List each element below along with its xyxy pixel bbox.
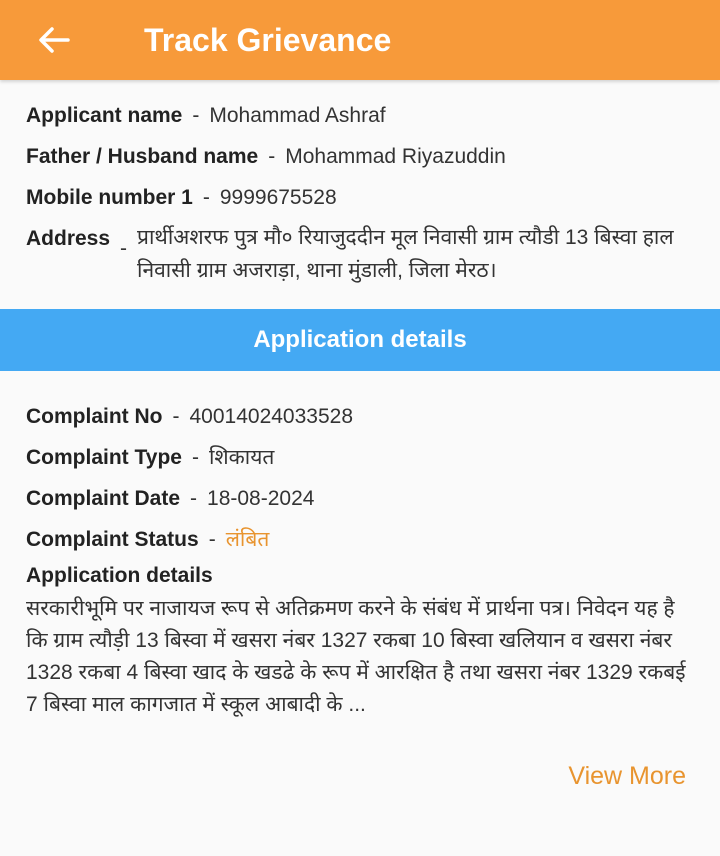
complaint-type-label: Complaint Type [26, 446, 182, 469]
application-details-label: Application details [26, 564, 213, 587]
view-more-link[interactable]: View More [568, 762, 686, 790]
app-bar [0, 0, 720, 80]
separator: - [202, 186, 210, 209]
back-button[interactable] [34, 20, 74, 60]
mobile-value: 9999675528 [219, 186, 337, 209]
father-name-value: Mohammad Riyazuddin [285, 145, 506, 168]
complaint-no-value: 40014024033528 [189, 405, 354, 428]
complaint-status-value: लंबित [225, 528, 270, 551]
complaint-type-row [26, 444, 694, 472]
separator: - [120, 237, 128, 260]
page-title: Track Grievance [144, 21, 392, 58]
arrow-left-icon [38, 26, 70, 54]
separator: - [172, 405, 180, 428]
separator: - [190, 487, 198, 510]
mobile-row [26, 184, 694, 212]
complaint-date-row [26, 485, 694, 513]
application-details-text: सरकारीभूमि पर नाजायज रूप से अतिक्रमण करने के संबंध में प्रार्थना पत्र। निवेदन यह है कि ग्राम त्यौड़ी 13 बिस्वा में खसरा नंबर 1327 रकबा 10 बिस्वा खलियान व खसरा नंबर 1328 रकबा 4 बिस्वा खाद के खडढे के रूप में आरक्षित है तथा खसरा नंबर 1329 रकबई 7 बिस्वा माल कागजात में स्कूल आबादी के ... [26, 597, 686, 716]
father-name-label: Father / Husband name [26, 145, 259, 168]
complaint-no-row [26, 403, 694, 431]
complaint-status-row [26, 526, 694, 554]
complaint-type-value: शिकायत [208, 446, 275, 469]
mobile-label: Mobile number 1 [26, 186, 193, 209]
complaint-status-label: Complaint Status [26, 528, 199, 551]
complaint-date-value: 18-08-2024 [207, 487, 315, 510]
application-details-banner: Application details [0, 309, 720, 371]
complaint-date-label: Complaint Date [26, 487, 181, 510]
complaint-info [0, 371, 720, 721]
address-label: Address [26, 227, 111, 250]
father-name-row [26, 143, 694, 171]
applicant-info [0, 80, 720, 287]
address-value: प्रार्थीअशरफ पुत्र मौ० रियाजुददीन मूल निवासी ग्राम त्यौडी 13 बिस्वा हाल निवासी ग्राम अजराड़ा, थाना मुंडाली, जिला मेरठ। [137, 226, 674, 282]
applicant-name-value: Mohammad Ashraf [209, 104, 386, 127]
separator: - [192, 104, 200, 127]
separator: - [191, 446, 199, 469]
address-row [26, 225, 694, 287]
applicant-name-label: Applicant name [26, 104, 183, 127]
separator: - [268, 145, 276, 168]
separator: - [208, 528, 216, 551]
applicant-name-row [26, 102, 694, 130]
complaint-no-label: Complaint No [26, 405, 163, 428]
